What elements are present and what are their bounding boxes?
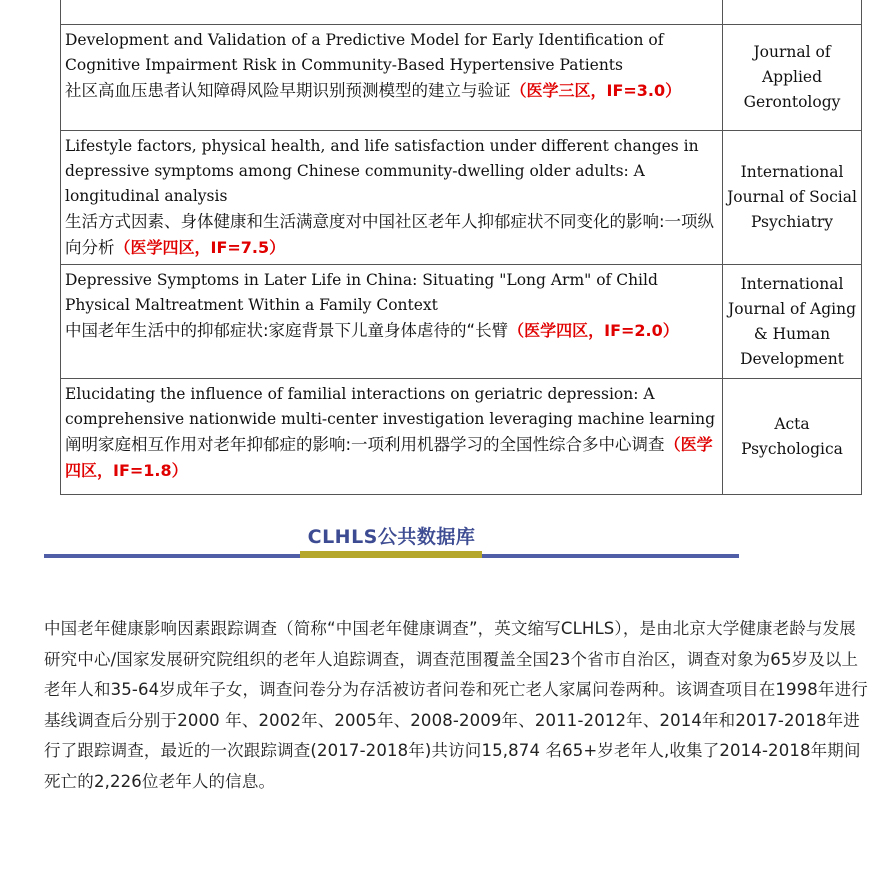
journal-name: Journal of Applied Gerontology: [723, 25, 862, 131]
section-heading: [44, 520, 739, 560]
paper-title-en: Depressive Symptoms in Later Life in China: Situating "Long Arm" of Child Physical Maltreatment Within a Family Context: [65, 271, 658, 314]
journal-name: International Journal of Social Psychiatry: [723, 131, 862, 265]
paper-title-zh: 中国老年生活中的抑郁症状:家庭背景下儿童身体虐待的“长臂: [65, 321, 509, 340]
heading-highlight-bar: [300, 551, 482, 558]
table-row: [61, 131, 862, 265]
intro-paragraph: 中国老年健康影响因素跟踪调查（简称“中国老年健康调查”，英文缩写CLHLS），是由北京大学健康老龄与发展研究中心/国家发展研究院组织的老年人追踪调查，调查范围覆盖全国23个省市自治区，调查对象为65岁及以上老年人和35-64岁成年子女，调查问卷分为存活被访者问卷和死亡老人家属问卷两种。该调查项目在1998年进行基线调查后分别于2000 年、2002年、2005年、2008-2009年、2011-2012年、2014年和2017-2018年进行了跟踪调查，最近的一次跟踪调查(2017-2018年)共访问15,874 名65+岁老年人,收集了2014-2018年期间死亡的2,226位老年人的信息。: [44, 619, 868, 791]
paper-zone-badge: （医学四区，IF=1.8）: [65, 435, 713, 480]
paper-title-cell: [61, 25, 723, 131]
paper-title-cell: [61, 265, 723, 379]
journal-name: International Journal of Aging & Human Development: [723, 265, 862, 379]
paper-zone-badge: （医学四区，IF=7.5）: [114, 238, 286, 257]
table-row: [61, 25, 862, 131]
paper-title-zh: 社区高血压患者认知障碍风险早期识别预测模型的建立与验证: [65, 81, 511, 100]
paper-title-zh: 阐明家庭相互作用对老年抑郁症的影响:一项利用机器学习的全国性综合多中心调查: [65, 435, 665, 454]
paper-title-cell: [61, 379, 723, 495]
journal-name: Acta Psychologica: [723, 379, 862, 495]
paper-title-cell: [61, 131, 723, 265]
paper-title-en: Lifestyle factors, physical health, and life satisfaction under different changes in depressive symptoms among Chinese community-dwelling older adults: A longitudinal analysis: [65, 137, 699, 205]
paper-title-en: Development and Validation of a Predictive Model for Early Identification of Cognitive Impairment Risk in Community-Based Hypertensive Patients: [65, 31, 664, 74]
table-row-stub: [61, 0, 862, 25]
table-row: [61, 379, 862, 495]
paper-title-zh: 生活方式因素、身体健康和生活满意度对中国社区老年人抑郁症状不同变化的影响:一项纵向分析: [65, 212, 715, 257]
paper-zone-badge: （医学三区，IF=3.0）: [510, 81, 682, 100]
paper-zone-badge: （医学四区，IF=2.0）: [508, 321, 679, 340]
table-row: [61, 265, 862, 379]
paper-title-en: Elucidating the influence of familial interactions on geriatric depression: A comprehensive nationwide multi-center investigation leveraging machine learning: [65, 385, 716, 428]
papers-table: [60, 0, 862, 495]
section-title: CLHLS公共数据库: [307, 526, 476, 548]
